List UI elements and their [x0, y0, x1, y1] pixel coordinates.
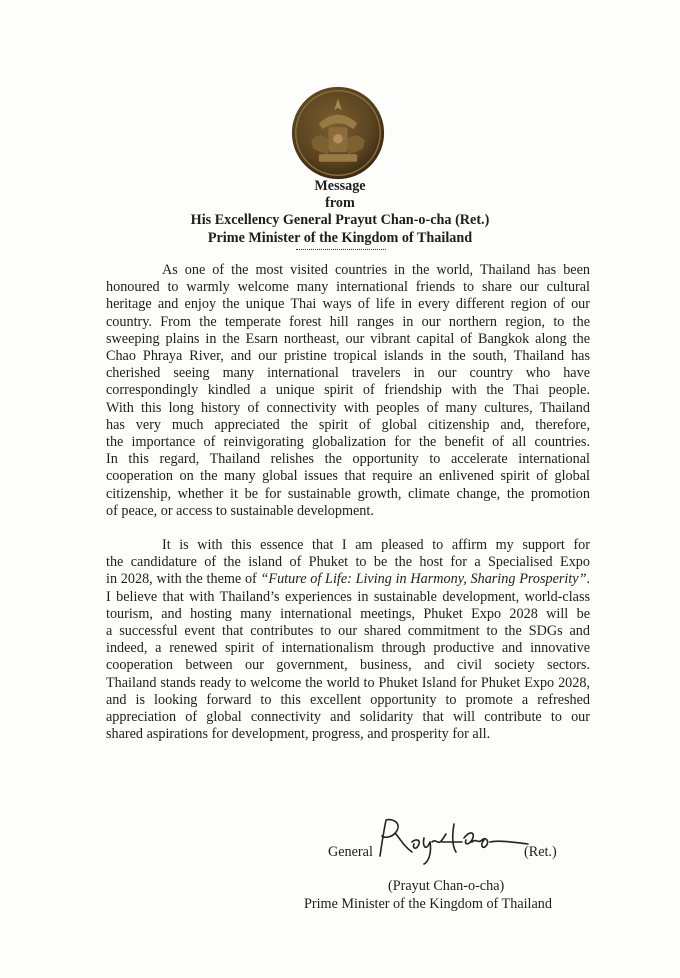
signature-suffix: (Ret.) [524, 844, 557, 860]
text-line: tourism, and hosting many international meetings, Phuket Expo 2028 will be [106, 605, 590, 622]
theme-suffix: . [586, 571, 590, 588]
text-line: a successful event that contributes to our shared commitment to the SDGs and [106, 623, 590, 640]
heading-sender-name: His Excellency General Prayut Chan-o-cha (Ret.) [190, 212, 490, 229]
text-line: indeed, a renewed spirit of internationalism through productive and innovative [106, 640, 590, 657]
handwritten-signature-icon [372, 812, 532, 868]
letter-body [106, 262, 590, 743]
heading-message: Message [314, 178, 366, 194]
text-line: country. From the temperate forest hill ranges in our northern region, to the [106, 313, 590, 330]
paragraph-2 [106, 537, 590, 743]
text-line: of peace, or access to sustainable development. [106, 502, 374, 519]
text-line: heritage and enjoy the unique Thai ways of life in every different region of our [106, 296, 590, 313]
text-line: the candidature of the island of Phuket to be the host for a Specialised Expo [106, 554, 590, 571]
text-line: Thailand stands ready to welcome the world to Phuket Island for Phuket Expo 2028, [106, 674, 590, 691]
text-line: cherished seeing many international travelers in our country who have [106, 365, 590, 382]
text-line: cooperation between our government, business, and civil society sectors. [106, 657, 590, 674]
theme-prefix: in 2028, with the theme of [106, 571, 261, 588]
text-line: sweeping plains in the Esarn northeast, our vibrant capital of Bangkok along the [106, 330, 590, 347]
text-line: and is looking forward to this excellent opportunity to promote a refreshed [106, 691, 590, 708]
signatory-name: (Prayut Chan-o-cha) [388, 878, 505, 894]
text-line: citizenship, whether it be for sustainable growth, climate change, the promotion [106, 485, 590, 502]
paragraph-1 [106, 262, 590, 520]
expo-theme: “Future of Life: Living in Harmony, Sharing Prosperity” [260, 571, 587, 588]
text-line: I believe that with Thailand’s experiences in sustainable development, world-class [106, 588, 590, 605]
text-line: In this regard, Thailand relishes the opportunity to accelerate international [106, 451, 590, 468]
text-line: the importance of reinvigorating globalization for the benefit of all countries. [106, 434, 590, 451]
signatory-title: Prime Minister of the Kingdom of Thailand [304, 896, 552, 912]
signature-rank: General [328, 844, 373, 860]
letter-heading [0, 178, 680, 247]
text-line: appreciation of global connectivity and solidarity that will contribute to our [106, 709, 590, 726]
text-line: correspondingly kindled a unique spirit of friendship with the Thai people. [106, 382, 590, 399]
heading-sender-title: Prime Minister of the Kingdom of Thailand [207, 229, 473, 246]
text-line: shared aspirations for development, progress, and prosperity for all. [106, 726, 491, 743]
text-line-theme [106, 571, 590, 588]
text-line: With this long history of connectivity with peoples of many cultures, Thailand [106, 399, 590, 416]
text-line: Chao Phraya River, and our pristine tropical islands in the south, Thailand has [106, 348, 590, 365]
royal-seal-icon [290, 85, 386, 181]
text-line: As one of the most visited countries in the world, Thailand has been [162, 262, 590, 278]
text-line: It is with this essence that I am pleased to affirm my support for [162, 537, 590, 554]
heading-divider [296, 249, 386, 250]
text-line: cooperation on the many global issues that require an enlivened spirit of global [106, 468, 590, 485]
heading-from: from [325, 195, 355, 212]
text-line: honoured to warmly welcome many international friends to share our cultural [106, 279, 590, 296]
text-line: has very much appreciated the spirit of global citizenship and, therefore, [106, 416, 590, 433]
